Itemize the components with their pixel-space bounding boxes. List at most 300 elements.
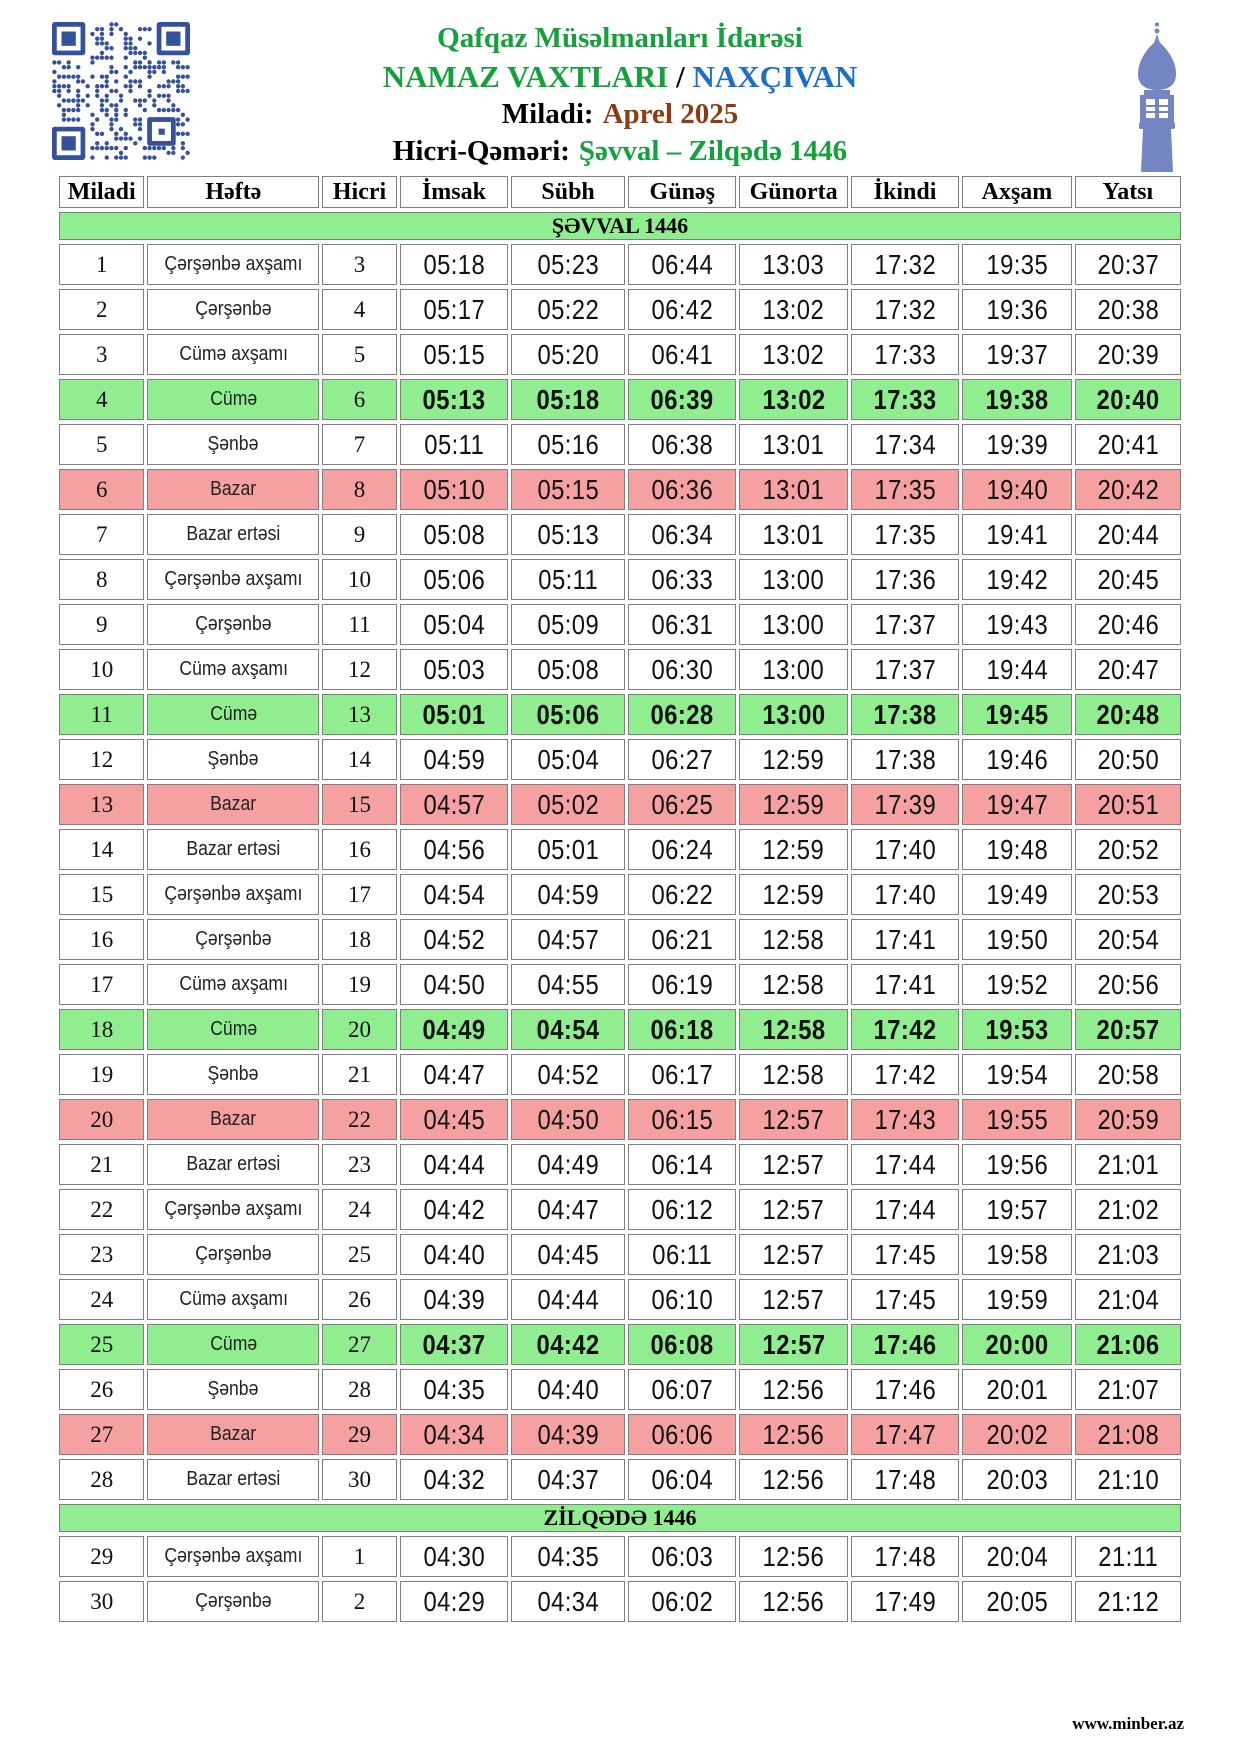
- prayer-time-value: 05:06: [536, 698, 600, 730]
- column-header-2: Hicri: [322, 176, 396, 208]
- prayer-time-cell: [739, 1369, 847, 1410]
- weekday-cell: [147, 1536, 319, 1577]
- prayer-time-cell: [962, 964, 1072, 1005]
- miladi-day-cell: 10: [59, 649, 144, 690]
- prayer-time-cell: [851, 784, 959, 825]
- prayer-time-cell: [739, 874, 847, 915]
- prayer-time-cell: [400, 289, 508, 330]
- prayer-time-cell: [962, 289, 1072, 330]
- table-header: [59, 176, 1181, 208]
- table-row: [59, 1459, 1181, 1500]
- prayer-time-value: 12:59: [762, 833, 825, 865]
- prayer-time-cell: [962, 919, 1072, 960]
- prayer-time-cell: [400, 1144, 508, 1185]
- prayer-time-value: 05:13: [422, 383, 486, 415]
- prayer-time-value: 20:37: [1097, 248, 1159, 280]
- weekday-cell: [147, 784, 319, 825]
- prayer-time-cell: [739, 829, 847, 870]
- prayer-time-cell: [1075, 1581, 1181, 1622]
- prayer-time-cell: [400, 1414, 508, 1455]
- prayer-time-value: 06:28: [650, 698, 714, 730]
- weekday-cell: [147, 739, 319, 780]
- prayer-time-value: 04:47: [537, 1193, 599, 1225]
- prayer-time-cell: [511, 1099, 625, 1140]
- prayer-time-value: 20:42: [1097, 473, 1159, 505]
- prayer-time-cell: [511, 1324, 625, 1365]
- prayer-time-cell: [628, 244, 736, 285]
- hicri-day-cell: 7: [322, 424, 396, 465]
- table-row: [59, 694, 1181, 735]
- prayer-time-value: 06:08: [650, 1328, 714, 1360]
- weekday-label: Çərşənbə: [195, 613, 272, 635]
- prayer-time-value: 06:39: [650, 383, 714, 415]
- prayer-time-cell: [851, 694, 959, 735]
- city-name: NAXÇIVAN: [692, 59, 858, 94]
- weekday-cell: [147, 244, 319, 285]
- weekday-label: Şənbə: [207, 433, 259, 455]
- prayer-time-cell: [511, 244, 625, 285]
- hicri-day-cell: 6: [322, 379, 396, 420]
- miladi-day-cell: 11: [59, 694, 144, 735]
- prayer-time-cell: [739, 379, 847, 420]
- prayer-time-value: 04:39: [537, 1418, 599, 1450]
- prayer-time-cell: [962, 694, 1072, 735]
- weekday-cell: [147, 874, 319, 915]
- weekday-label: Bazar ertəsi: [186, 1153, 281, 1175]
- month-section-row: [59, 1504, 1181, 1532]
- table-row: [59, 289, 1181, 330]
- prayer-time-cell: [962, 514, 1072, 555]
- prayer-time-value: 20:41: [1097, 428, 1159, 460]
- prayer-time-value: 06:02: [651, 1585, 714, 1617]
- prayer-time-cell: [628, 874, 736, 915]
- prayer-time-cell: [962, 1009, 1072, 1050]
- prayer-time-cell: [962, 244, 1072, 285]
- weekday-cell: [147, 1099, 319, 1140]
- prayer-time-cell: [851, 964, 959, 1005]
- prayer-time-cell: [400, 1189, 508, 1230]
- prayer-time-cell: [511, 874, 625, 915]
- prayer-time-value: 05:23: [537, 248, 599, 280]
- hicri-value: Şəvval – Zilqədə 1446: [578, 135, 848, 167]
- weekday-label: Çərşənbə axşamı: [164, 1545, 303, 1567]
- prayer-time-value: 04:47: [423, 1058, 485, 1090]
- prayer-time-cell: [1075, 919, 1181, 960]
- prayer-time-value: 17:33: [874, 338, 936, 370]
- miladi-day-cell: 14: [59, 829, 144, 870]
- prayer-time-cell: [739, 469, 847, 510]
- prayer-time-value: 19:37: [986, 338, 1048, 370]
- prayer-time-cell: [962, 649, 1072, 690]
- prayer-time-value: 05:15: [423, 338, 485, 370]
- prayer-time-cell: [962, 1414, 1072, 1455]
- hicri-day-cell: 8: [322, 469, 396, 510]
- prayer-time-value: 04:40: [423, 1238, 485, 1270]
- prayer-time-value: 12:58: [762, 923, 825, 955]
- prayer-time-value: 13:01: [762, 518, 825, 550]
- prayer-time-cell: [1075, 244, 1181, 285]
- prayer-time-cell: [1075, 874, 1181, 915]
- prayer-time-value: 19:54: [986, 1058, 1048, 1090]
- prayer-time-cell: [628, 334, 736, 375]
- prayer-time-value: 20:05: [986, 1585, 1048, 1617]
- miladi-day-cell: 18: [59, 1009, 144, 1050]
- prayer-time-value: 04:40: [537, 1373, 599, 1405]
- prayer-time-value: 05:20: [537, 338, 599, 370]
- prayer-time-value: 17:42: [873, 1013, 937, 1045]
- prayer-time-cell: [1075, 1459, 1181, 1500]
- month-section-row: [59, 212, 1181, 240]
- prayer-time-value: 17:34: [874, 428, 936, 460]
- prayer-time-cell: [400, 694, 508, 735]
- prayer-time-value: 06:21: [651, 923, 714, 955]
- prayer-time-value: 04:44: [423, 1148, 485, 1180]
- prayer-time-value: 12:59: [762, 878, 825, 910]
- prayer-time-cell: [400, 919, 508, 960]
- prayer-time-cell: [851, 1054, 959, 1095]
- miladi-day-cell: 20: [59, 1099, 144, 1140]
- prayer-time-cell: [739, 1099, 847, 1140]
- prayer-time-value: 20:51: [1097, 788, 1159, 820]
- miladi-day-cell: 6: [59, 469, 144, 510]
- weekday-label: Bazar: [210, 1108, 257, 1130]
- prayer-time-cell: [739, 289, 847, 330]
- table-row: [59, 514, 1181, 555]
- table-row: [59, 379, 1181, 420]
- weekday-label: Cümə: [209, 703, 257, 725]
- prayer-time-value: 06:30: [651, 653, 714, 685]
- prayer-time-value: 19:46: [986, 743, 1048, 775]
- prayer-time-value: 05:03: [423, 653, 485, 685]
- prayer-time-cell: [628, 1099, 736, 1140]
- column-header-3: İmsak: [400, 176, 508, 208]
- prayer-time-cell: [851, 874, 959, 915]
- weekday-label: Şənbə: [207, 1378, 259, 1400]
- prayer-time-value: 04:34: [537, 1585, 599, 1617]
- weekday-label: Cümə axşamı: [179, 1288, 288, 1310]
- prayer-time-cell: [851, 1459, 959, 1500]
- prayer-time-value: 19:56: [986, 1148, 1048, 1180]
- prayer-time-value: 19:57: [986, 1193, 1048, 1225]
- prayer-time-cell: [400, 649, 508, 690]
- hicri-day-cell: 12: [322, 649, 396, 690]
- prayer-time-value: 04:37: [537, 1463, 599, 1495]
- table-row: [59, 559, 1181, 600]
- prayer-time-cell: [628, 1324, 736, 1365]
- prayer-time-value: 20:40: [1096, 383, 1160, 415]
- prayer-time-value: 17:40: [874, 833, 936, 865]
- prayer-time-cell: [739, 1536, 847, 1577]
- miladi-day-cell: 24: [59, 1279, 144, 1320]
- prayer-time-cell: [1075, 829, 1181, 870]
- prayer-time-value: 20:57: [1096, 1013, 1160, 1045]
- title-separator: /: [668, 59, 693, 94]
- prayer-time-cell: [851, 739, 959, 780]
- prayer-time-cell: [739, 334, 847, 375]
- prayer-time-cell: [511, 1054, 625, 1095]
- weekday-cell: [147, 1144, 319, 1185]
- prayer-time-cell: [1075, 784, 1181, 825]
- weekday-label: Çərşənbə: [195, 1590, 272, 1612]
- prayer-time-cell: [851, 379, 959, 420]
- prayer-time-cell: [400, 334, 508, 375]
- prayer-time-value: 12:56: [762, 1585, 825, 1617]
- prayer-time-cell: [739, 1459, 847, 1500]
- prayer-time-value: 21:03: [1097, 1238, 1159, 1270]
- column-header-0: Miladi: [59, 176, 144, 208]
- prayer-time-value: 13:00: [762, 698, 826, 730]
- hicri-day-cell: 10: [322, 559, 396, 600]
- prayer-time-value: 05:04: [423, 608, 485, 640]
- prayer-time-value: 12:57: [762, 1283, 825, 1315]
- prayer-time-cell: [511, 1234, 625, 1275]
- prayer-time-cell: [628, 379, 736, 420]
- prayer-time-cell: [511, 514, 625, 555]
- prayer-time-cell: [739, 604, 847, 645]
- prayer-time-value: 04:30: [423, 1540, 485, 1572]
- prayer-time-cell: [511, 1536, 625, 1577]
- prayer-time-value: 13:02: [762, 338, 825, 370]
- prayer-time-cell: [628, 1536, 736, 1577]
- prayer-time-value: 17:32: [874, 248, 936, 280]
- miladi-day-cell: 16: [59, 919, 144, 960]
- prayer-time-cell: [628, 649, 736, 690]
- prayer-time-cell: [400, 1324, 508, 1365]
- hicri-day-cell: 24: [322, 1189, 396, 1230]
- prayer-time-value: 05:17: [423, 293, 485, 325]
- weekday-cell: [147, 694, 319, 735]
- miladi-day-cell: 28: [59, 1459, 144, 1500]
- weekday-label: Bazar: [210, 1423, 257, 1445]
- prayer-time-cell: [851, 514, 959, 555]
- weekday-cell: [147, 514, 319, 555]
- table-row: [59, 604, 1181, 645]
- prayer-time-value: 06:07: [651, 1373, 714, 1405]
- month-section-title: ŞƏVVAL 1446: [59, 212, 1181, 240]
- weekday-label: Bazar: [210, 793, 257, 815]
- prayer-time-cell: [1075, 514, 1181, 555]
- prayer-time-value: 13:01: [762, 428, 825, 460]
- prayer-time-cell: [511, 559, 625, 600]
- miladi-day-cell: 9: [59, 604, 144, 645]
- prayer-time-cell: [962, 1189, 1072, 1230]
- prayer-time-value: 21:01: [1097, 1148, 1159, 1180]
- prayer-time-cell: [962, 604, 1072, 645]
- prayer-time-cell: [1075, 1536, 1181, 1577]
- prayer-time-value: 12:57: [762, 1103, 825, 1135]
- prayer-time-value: 20:58: [1097, 1058, 1159, 1090]
- column-header-9: Yatsı: [1075, 176, 1181, 208]
- prayer-time-cell: [511, 919, 625, 960]
- column-header-5: Günəş: [628, 176, 736, 208]
- hicri-day-cell: 5: [322, 334, 396, 375]
- prayer-time-value: 04:42: [423, 1193, 485, 1225]
- prayer-time-value: 17:42: [874, 1058, 936, 1090]
- weekday-label: Cümə: [209, 1018, 257, 1040]
- table-row: [59, 1009, 1181, 1050]
- prayer-time-cell: [739, 559, 847, 600]
- prayer-time-cell: [628, 784, 736, 825]
- prayer-time-value: 19:45: [985, 698, 1049, 730]
- prayer-time-value: 05:15: [537, 473, 599, 505]
- prayer-time-value: 04:44: [537, 1283, 599, 1315]
- hicri-day-cell: 9: [322, 514, 396, 555]
- prayer-time-value: 04:57: [423, 788, 485, 820]
- prayer-time-value: 17:44: [874, 1148, 936, 1180]
- column-header-4: Sübh: [511, 176, 625, 208]
- prayer-time-value: 06:34: [651, 518, 714, 550]
- prayer-time-cell: [962, 334, 1072, 375]
- prayer-time-value: 05:11: [538, 563, 599, 595]
- prayer-time-value: 19:52: [986, 968, 1048, 1000]
- page-footer: [1072, 1714, 1184, 1734]
- weekday-cell: [147, 559, 319, 600]
- prayer-time-value: 12:57: [762, 1193, 825, 1225]
- prayer-time-cell: [1075, 964, 1181, 1005]
- prayer-time-cell: [962, 874, 1072, 915]
- prayer-time-cell: [511, 469, 625, 510]
- prayer-time-value: 04:54: [536, 1013, 600, 1045]
- prayer-time-cell: [511, 379, 625, 420]
- prayer-time-cell: [400, 964, 508, 1005]
- table-row: [59, 1581, 1181, 1622]
- organization-title: Qafqaz Müsəlmanları İdarəsi: [437, 22, 803, 54]
- table-row: [59, 1324, 1181, 1365]
- prayer-time-value: 06:17: [651, 1058, 714, 1090]
- prayer-time-value: 04:52: [537, 1058, 599, 1090]
- prayer-time-cell: [400, 829, 508, 870]
- prayer-time-cell: [739, 784, 847, 825]
- prayer-time-cell: [400, 1536, 508, 1577]
- weekday-cell: [147, 964, 319, 1005]
- prayer-time-value: 19:55: [986, 1103, 1048, 1135]
- prayer-time-cell: [739, 739, 847, 780]
- miladi-day-cell: 3: [59, 334, 144, 375]
- prayer-time-cell: [962, 424, 1072, 465]
- miladi-day-cell: 2: [59, 289, 144, 330]
- prayer-time-cell: [739, 964, 847, 1005]
- table-row: [59, 1189, 1181, 1230]
- prayer-time-value: 12:59: [762, 788, 825, 820]
- prayer-time-cell: [628, 1459, 736, 1500]
- table-row: [59, 919, 1181, 960]
- prayer-time-value: 12:57: [762, 1148, 825, 1180]
- prayer-time-cell: [851, 604, 959, 645]
- weekday-label: Cümə axşamı: [179, 343, 288, 365]
- prayer-time-value: 17:36: [874, 563, 936, 595]
- prayer-time-value: 05:09: [537, 608, 599, 640]
- table-row: [59, 1054, 1181, 1095]
- prayer-time-cell: [628, 1279, 736, 1320]
- prayer-time-cell: [739, 514, 847, 555]
- miladi-day-cell: 26: [59, 1369, 144, 1410]
- prayer-time-value: 04:56: [423, 833, 485, 865]
- prayer-time-cell: [851, 1324, 959, 1365]
- prayer-time-value: 13:02: [762, 293, 825, 325]
- table-row: [59, 334, 1181, 375]
- prayer-time-cell: [628, 604, 736, 645]
- prayer-time-value: 05:22: [537, 293, 599, 325]
- prayer-time-cell: [739, 1189, 847, 1230]
- prayer-time-value: 06:12: [651, 1193, 714, 1225]
- prayer-time-value: 04:54: [423, 878, 485, 910]
- prayer-time-value: 05:11: [423, 428, 484, 460]
- prayer-time-cell: [962, 1234, 1072, 1275]
- prayer-time-value: 20:44: [1097, 518, 1159, 550]
- prayer-time-cell: [511, 1189, 625, 1230]
- prayer-time-value: 04:37: [422, 1328, 486, 1360]
- prayer-time-cell: [400, 559, 508, 600]
- prayer-time-value: 19:42: [986, 563, 1048, 595]
- hicri-day-cell: 25: [322, 1234, 396, 1275]
- prayer-time-value: 04:45: [423, 1103, 485, 1135]
- table-row: [59, 1099, 1181, 1140]
- prayer-time-cell: [400, 1459, 508, 1500]
- prayer-time-value: 17:41: [874, 923, 936, 955]
- prayer-time-cell: [962, 784, 1072, 825]
- hicri-day-cell: 16: [322, 829, 396, 870]
- prayer-time-cell: [851, 289, 959, 330]
- prayer-time-cell: [739, 1054, 847, 1095]
- miladi-day-cell: 15: [59, 874, 144, 915]
- miladi-day-cell: 13: [59, 784, 144, 825]
- prayer-time-value: 12:58: [762, 968, 825, 1000]
- hicri-day-cell: 17: [322, 874, 396, 915]
- qr-code-icon: [52, 22, 190, 160]
- hicri-day-cell: 23: [322, 1144, 396, 1185]
- prayer-time-value: 05:01: [422, 698, 486, 730]
- prayer-time-value: 04:49: [537, 1148, 599, 1180]
- prayer-time-value: 06:04: [651, 1463, 714, 1495]
- hicri-day-cell: 19: [322, 964, 396, 1005]
- prayer-time-cell: [628, 289, 736, 330]
- weekday-cell: [147, 289, 319, 330]
- prayer-time-cell: [1075, 1144, 1181, 1185]
- hicri-day-cell: 21: [322, 1054, 396, 1095]
- prayer-time-cell: [1075, 469, 1181, 510]
- prayer-time-value: 04:55: [537, 968, 599, 1000]
- weekday-label: Şənbə: [207, 748, 259, 770]
- prayer-time-cell: [511, 1144, 625, 1185]
- prayer-time-cell: [962, 1099, 1072, 1140]
- prayer-time-cell: [628, 919, 736, 960]
- prayer-time-cell: [739, 1144, 847, 1185]
- prayer-time-value: 17:41: [874, 968, 936, 1000]
- table-row: [59, 1536, 1181, 1577]
- prayer-time-cell: [1075, 649, 1181, 690]
- prayer-time-value: 19:38: [985, 383, 1049, 415]
- weekday-label: Bazar ertəsi: [186, 838, 281, 860]
- prayer-time-value: 17:48: [874, 1540, 936, 1572]
- prayer-time-value: 04:45: [537, 1238, 599, 1270]
- table-row: [59, 1234, 1181, 1275]
- prayer-time-cell: [851, 1099, 959, 1140]
- prayer-time-value: 19:47: [986, 788, 1048, 820]
- prayer-time-cell: [851, 244, 959, 285]
- prayer-time-value: 06:25: [651, 788, 714, 820]
- prayer-time-cell: [962, 1324, 1072, 1365]
- prayer-time-cell: [511, 1369, 625, 1410]
- website-link[interactable]: www.minber.az: [1072, 1714, 1184, 1733]
- prayer-time-cell: [511, 604, 625, 645]
- prayer-time-cell: [628, 964, 736, 1005]
- prayer-time-value: 17:43: [874, 1103, 936, 1135]
- weekday-cell: [147, 469, 319, 510]
- prayer-time-cell: [1075, 1279, 1181, 1320]
- prayer-time-cell: [511, 1459, 625, 1500]
- prayer-time-cell: [962, 1581, 1072, 1622]
- weekday-cell: [147, 1369, 319, 1410]
